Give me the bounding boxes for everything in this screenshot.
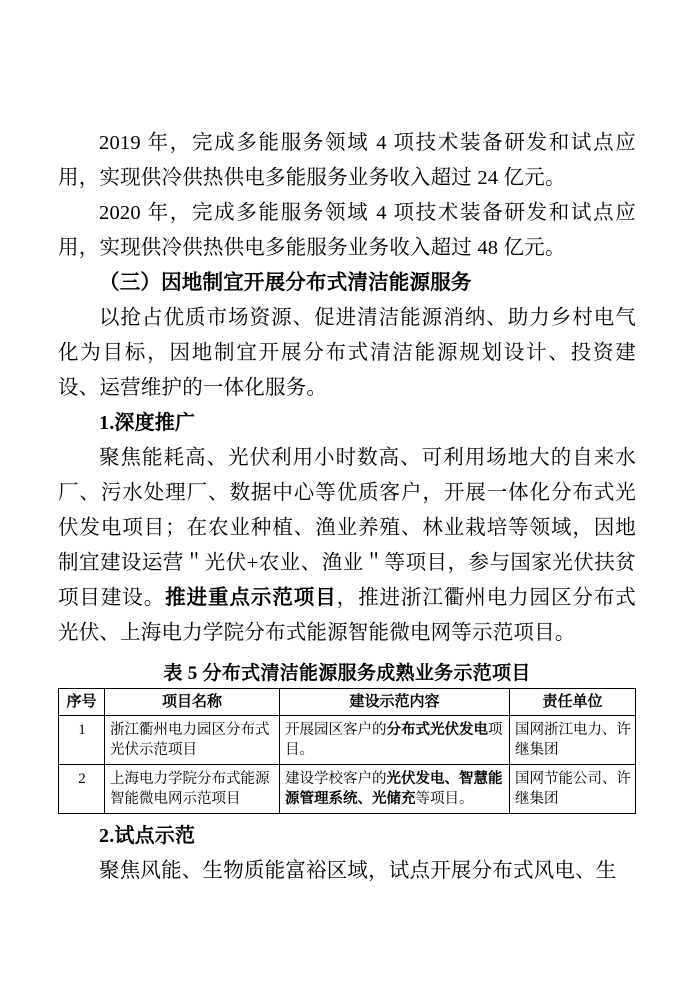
row-project-name: 浙江衢州电力园区分布式光伏示范项目 — [105, 716, 280, 765]
table-header-project-name: 项目名称 — [105, 689, 280, 716]
row-content-part-2: 分布式光伏发电 — [386, 722, 488, 738]
row-content — [280, 765, 510, 814]
row-unit: 国网节能公司、许继集团 — [510, 765, 636, 814]
table-header-row — [59, 689, 636, 716]
table-row — [59, 716, 636, 765]
table-body — [59, 716, 636, 814]
sub-paragraph-deep-promotion — [58, 441, 636, 651]
paragraph-2020: 2020 年，完成多能服务领域 4 项技术装备研发和试点应用，实现供冷供热供电多能服务业务收入超过 48 亿元。 — [58, 202, 636, 259]
row-content-part-3: 项目。 — [285, 722, 503, 758]
table-caption: 表 5 分布式清洁能源服务成熟业务示范项目 — [163, 663, 531, 684]
table-row — [59, 765, 636, 814]
row-content-part-2: 光伏发电、智慧能源管理系统、光储充 — [285, 771, 503, 807]
sub-para-1-head: 聚焦能耗高、光伏利用小时数高、可利用场地大的自来水厂、污水处理厂、数据中心等优质客户，开展一体化分布式光伏发电项目；在农业种植、渔业养殖、林业栽培等领域，因地制宜建设运营＂光伏+农业、渔业＂等项目，参与国家光伏扶贫项目建设。 — [58, 447, 636, 609]
document-body — [58, 126, 636, 889]
sub-paragraph-pilot-demo: 聚焦风能、生物质能富裕区域，试点开展分布式风电、生 — [99, 860, 617, 882]
section-heading: （三）因地制宜开展分布式清洁能源服务 — [99, 272, 472, 294]
paragraph-2019: 2019 年，完成多能服务领域 4 项技术装备研发和试点应用，实现供冷供热供电多能服务业务收入超过 24 亿元。 — [58, 132, 636, 189]
sub-para-1-emphasis: 推进重点示范项目 — [165, 587, 337, 609]
section-paragraph: 以抢占优质市场资源、促进清洁能源消纳、助力乡村电气化为目标，因地制宜开展分布式清洁能源规划设计、投资建设、运营维护的一体化服务。 — [58, 307, 636, 399]
table-header-content: 建设示范内容 — [280, 689, 510, 716]
sub-para-1-tail: ，推进浙江衢州电力园区分布式光伏、上海电力学院分布式能源智能微电网等示范项目。 — [58, 587, 636, 644]
row-content-part-1: 开展园区客户的 — [285, 722, 387, 738]
sub-heading-deep-promotion: 1.深度推广 — [99, 412, 196, 434]
demonstration-projects-table — [58, 688, 636, 814]
row-unit: 国网浙江电力、许继集团 — [510, 716, 636, 765]
row-content-part-3: 等项目。 — [415, 791, 474, 807]
row-content — [280, 716, 510, 765]
row-seq: 2 — [59, 765, 105, 814]
table-header-seq: 序号 — [59, 689, 105, 716]
row-content-part-1: 建设学校客户的 — [285, 771, 387, 787]
row-project-name: 上海电力学院分布式能源智能微电网示范项目 — [105, 765, 280, 814]
table-header — [59, 689, 636, 716]
sub-heading-pilot-demo: 2.试点示范 — [99, 825, 196, 847]
row-seq: 1 — [59, 716, 105, 765]
table-header-unit: 责任单位 — [510, 689, 636, 716]
